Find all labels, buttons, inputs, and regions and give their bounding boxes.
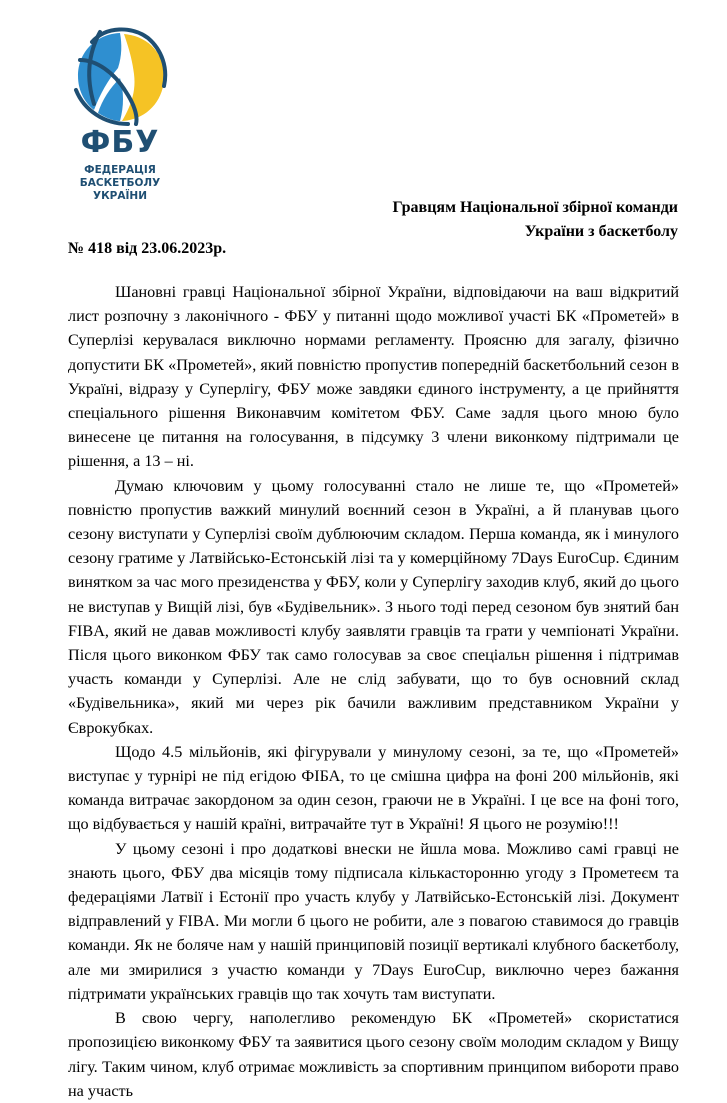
logo-name-line: УКРАЇНИ [93, 190, 147, 202]
logo-federation-name [70, 164, 170, 203]
addressee-line: України з баскетболу [524, 223, 678, 240]
body-paragraph: Шановні гравці Національної збірної України, відповідаючи на ваш відкритий лист розпочну з лаконічного - ФБУ у питанні щодо можливої участі БК «Прометей» в Суперлізі керувалася виключно нормами регламенту. Проясню для загалу, фізично допустити БК «Прометей», який повністю пропустив попередній баскетбольний сезон в Україні, відразу у Суперлігу, ФБУ може завдяки єдиного інструменту, а це прийняття спеціального рішення Виконавчим комітетом ФБУ. Саме задля цього мною було винесене це питання на голосування, в підсумку 3 члени виконкому підтримали це рішення, а 13 – ні. [68, 283, 679, 471]
letter-body [68, 280, 679, 1103]
fbu-logo [70, 20, 170, 202]
body-paragraph: Щодо 4.5 мільйонів, які фігурували у минулому сезоні, за те, що «Прометей» виступає у турнірі не під егідою ФІБА, то це смішна цифра на фоні 200 мільйонів, які команда витрачає закордоном за один сезон, граючи не в Україні. І це все на фоні того, що відбувається у нашій країні, витрачайте тут в Україні! Я цього не розумію!!! [68, 742, 679, 834]
addressee-block [392, 196, 678, 244]
logo-name-line: БАСКЕТБОЛУ [79, 177, 161, 189]
basketball-logo-icon [70, 20, 170, 128]
body-paragraph: В свою чергу, наполегливо рекомендую БК «Прометей» скористатися пропозицією виконкому ФБУ та заявитися цього сезону своїм молодим складом у Вищу лігу. Таким чином, клуб отримає можливість за спортивним принципом вибороти право на участь [68, 1009, 679, 1100]
logo-name-line: ФЕДЕРАЦІЯ [84, 164, 156, 176]
letter-reference-number: № 418 від 23.06.2023р. [68, 240, 227, 257]
logo-abbreviation: ФБУ [80, 125, 160, 160]
body-paragraph: Думаю ключовим у цьому голосуванні стало не лише те, що «Прометей» повністю пропустив важкий минулий воєнний сезон в Україні, а й планував цього сезону виступати у Суперлізі своїм дублюючим складом. Перша команда, як і минулого сезону гратиме у Латвійсько-Естонській лізі та у комерційному 7Days EuroCup. Єдиним винятком за час мого президенства у ФБУ, коли у Суперлігу заходив клуб, який до цього не виступав у Вищій лізі, був «Будівельник». З нього тоді перед сезоном був знятий бан FIBA, який не давав можливості клубу заявляти гравців та грати у чемпіонаті України. Після цього виконком ФБУ так само голосував за своє спеціальн рішення і підтримав участь команди у Суперлізі. Але не слід забувати, що то був основний склад «Будівельника», який ми через рік бачили важливим представником України у Єврокубках. [68, 476, 679, 737]
body-paragraph: У цьому сезоні і про додаткові внески не йшла мова. Можливо самі гравці не знають цього, ФБУ два місяців тому підписала кількасторонню угоду з Прометеєм та федераціями Латвії і Естонії про участь клубу у Латвійсько-Естонській лізі. Документ відправлений у FIBA. Ми могли б цього не робити, але з повагою ставимося до гравців команди. Як не боляче нам у нашій принциповій позиції вертикалі клубного баскетболу, але ми змирилися з участю команди у 7Days EuroCup, виключно через бажання підтримати українських гравців що так хочуть там виступати. [68, 839, 679, 1003]
addressee-line: Гравцям Національної збірної команди [392, 199, 678, 216]
